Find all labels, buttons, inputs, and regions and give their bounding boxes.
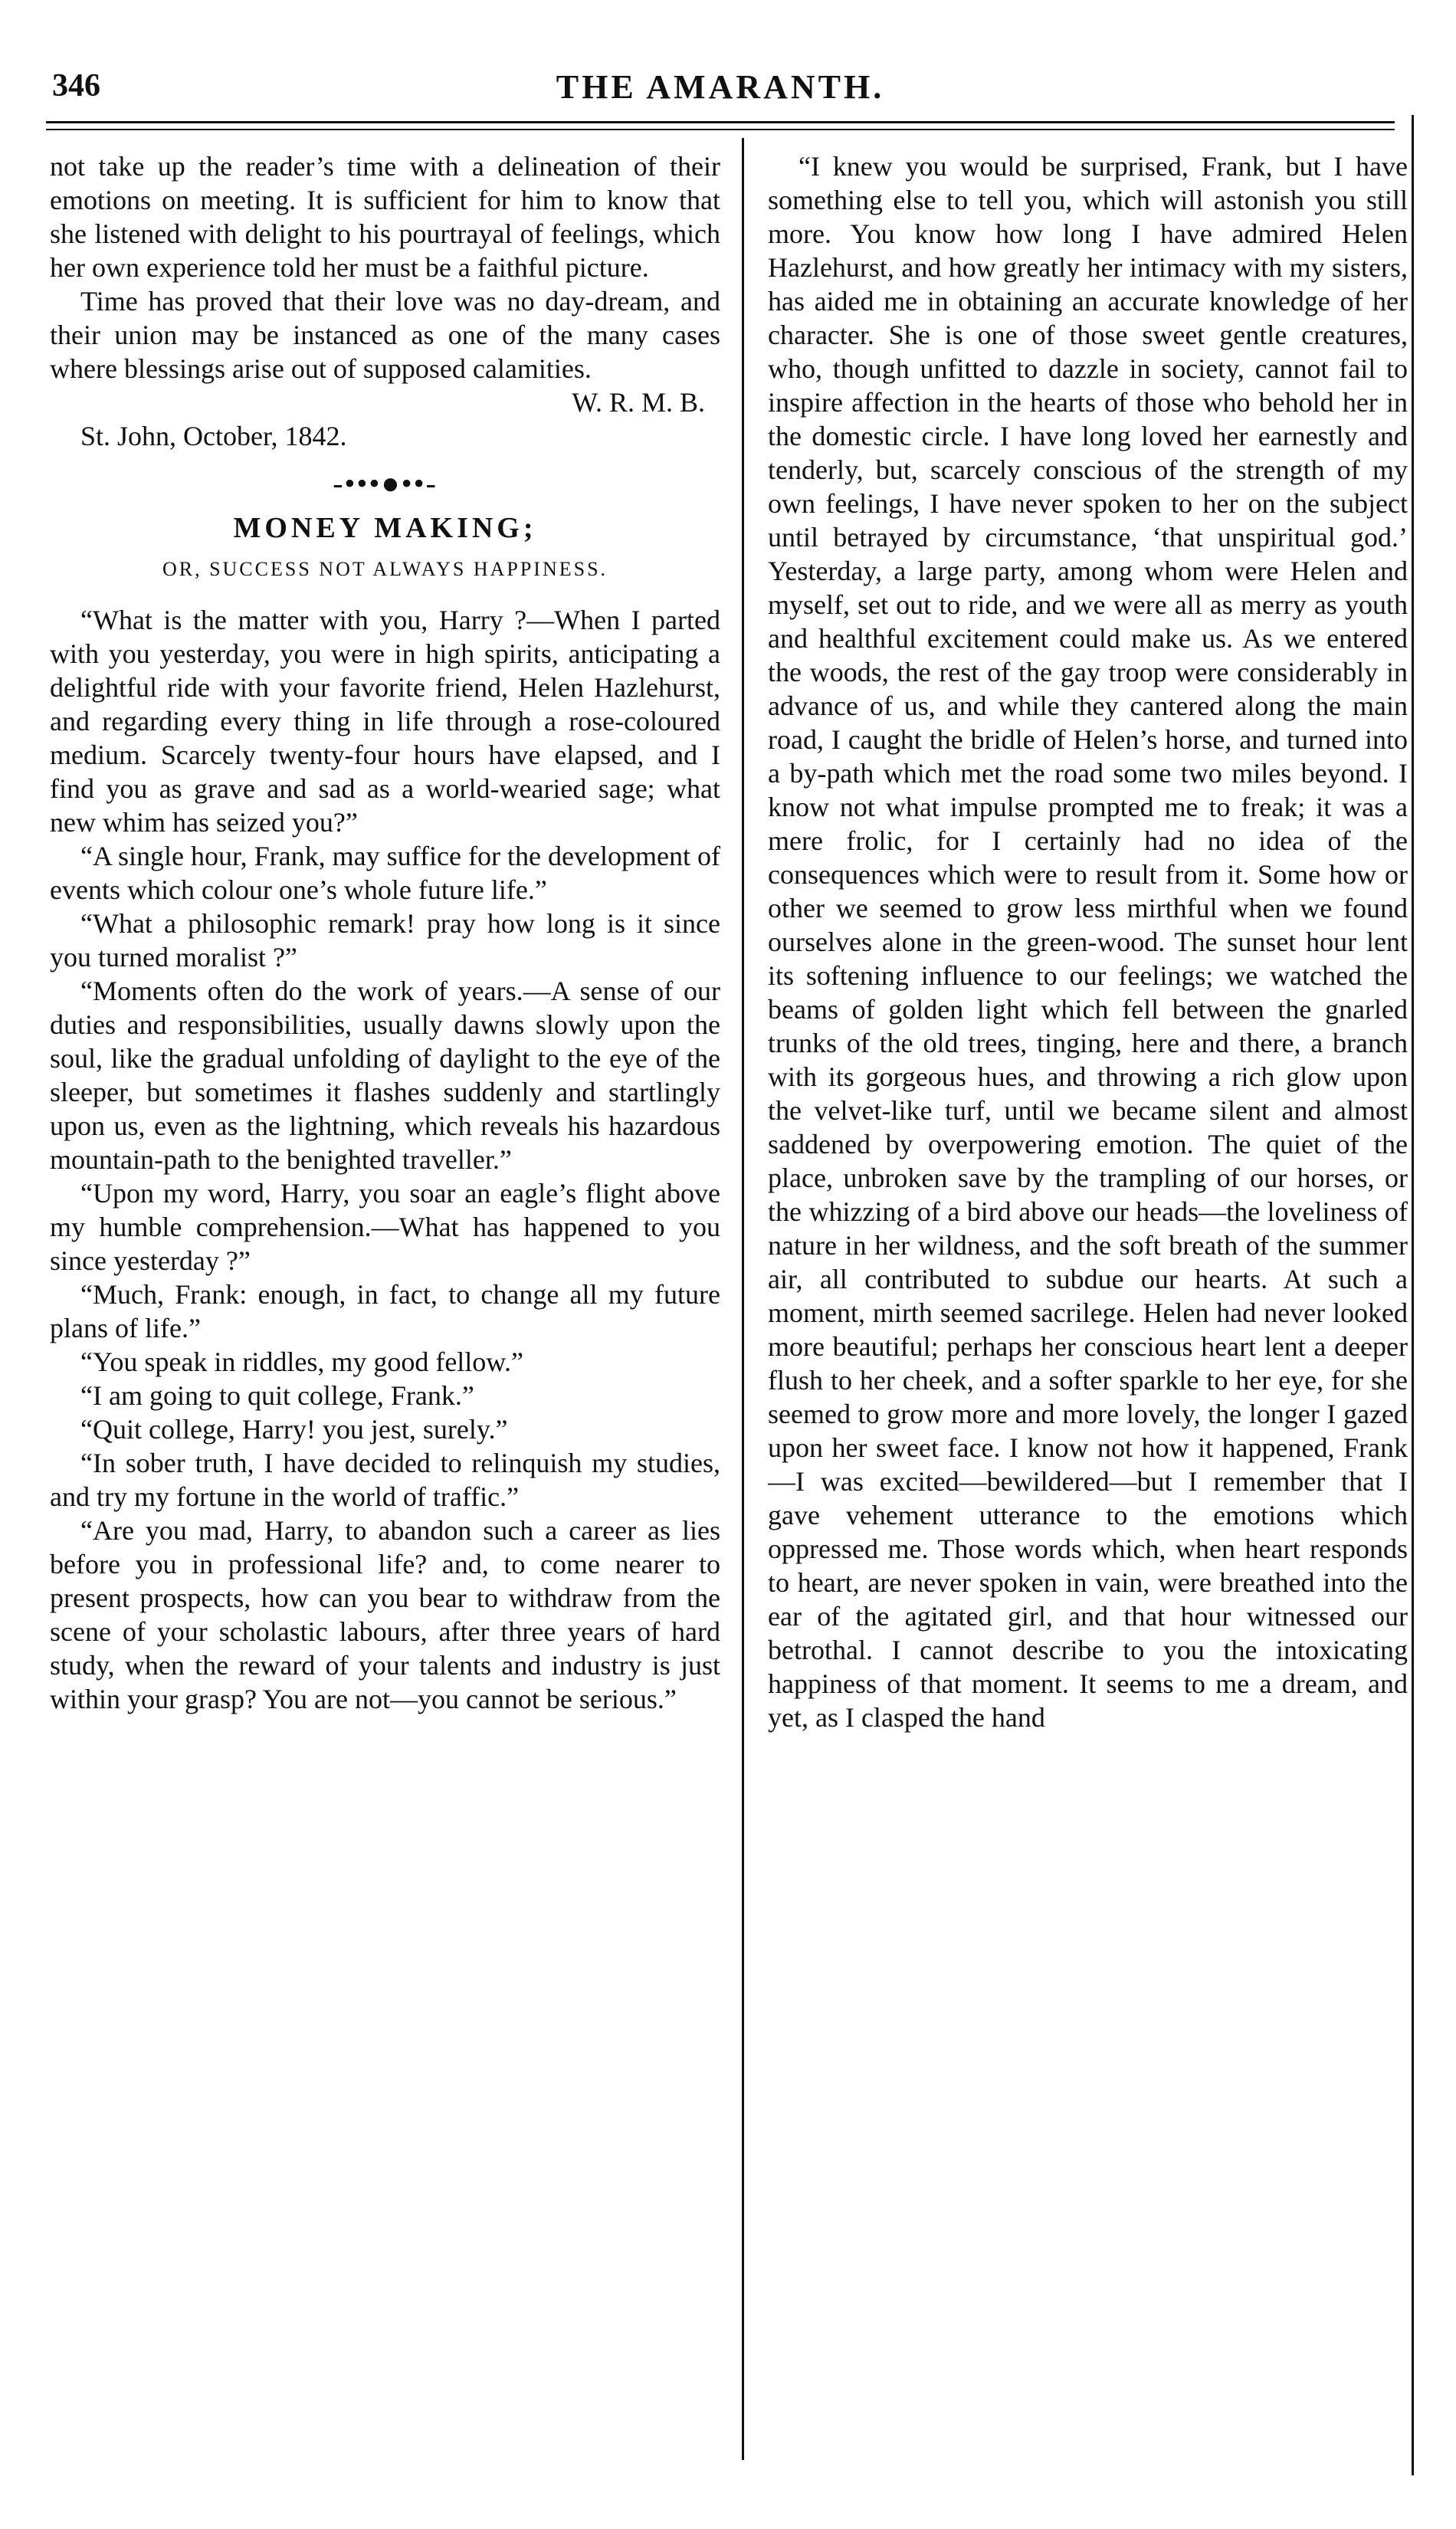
page-header	[46, 67, 1395, 113]
paragraph: “What is the matter with you, Harry ?—When I parted with you yesterday, you were in high spirits, anticipating a delightful ride with your favorite friend, Helen Hazlehurst, and regarding every thing in life through a rose-coloured medium. Scarcely twenty-four hours have elapsed, and I find you as grave and sad as a world-wearied sage; what new whim has seized you?”	[50, 605, 720, 838]
right-column	[768, 149, 1408, 2449]
paragraph: Time has proved that their love was no day-dream, and their union may be instanced as one of the many cases where blessings arise out of supposed calamities.	[50, 286, 720, 384]
left-column	[50, 149, 720, 1716]
header-rule	[46, 121, 1395, 123]
paragraph: “You speak in riddles, my good fellow.”	[80, 1347, 523, 1377]
ornament-divider: -•••●••-	[333, 466, 438, 500]
paragraph: “A single hour, Frank, may suffice for the development of events which colour one’s whole future life.”	[50, 841, 720, 905]
place-date: St. John, October, 1842.	[80, 421, 347, 451]
paragraph: “I am going to quit college, Frank.”	[80, 1380, 474, 1411]
paragraph: “Moments often do the work of years.—A sense of our duties and responsibilities, usually dawns slowly upon the soul, like the gradual unfolding of daylight to the eye of the sleeper, but sometimes it flashes suddenly and startlingly upon us, even as the lightning, which reveals his hazardous mountain-path to the benighted traveller.”	[50, 976, 720, 1175]
paragraph: “I knew you would be surprised, Frank, but I have something else to tell you, which will astonish you still more. You know how long I have admired Helen Hazlehurst, and how greatly her intimacy with my sisters, has aided me in obtaining an accurate knowledge of her character. She is one of those sweet gentle creatures, who, though unfitted to dazzle in society, cannot fail to inspire affection in the hearts of those who behold her in the domestic circle. I have long loved her earnestly and tenderly, but, scarcely conscious of the strength of my own feelings, I have never spoken to her on the subject until betrayed by circumstance, ‘that unspiritual god.’ Yesterday, a large party, among whom were Helen and myself, set out to ride, and we were all as merry as youth and healthful excitement could make us. As we entered the woods, the rest of the gay troop were considerably in advance of us, and while they cantered along the main road, I caught the bridle of Helen’s horse, and turned into a by-path which met the road some two miles beyond. I know not what impulse prompted me to freak; it was a mere frolic, for I certainly had no idea of the consequences which were to result from it. Some how or other we seemed to grow less mirthful when we found ourselves alone in the green-wood. The sunset hour lent its softening influence to our feelings; we watched the beams of golden light which fell between the gnarled trunks of the old trees, tinging, here and there, a branch with its gorgeous hues, and throwing a rich glow upon the velvet-like turf, until we became silent and almost saddened by overpowering emotion. The quiet of the place, unbroken save by the trampling of our horses, or the whizzing of a bird above our heads—the loveliness of nature in her wildness, and the soft breath of the summer air, all contributed to subdue our hearts. At such a moment, mirth seemed sacrilege. Helen had never looked more beautiful; perhaps her conscious heart lent a deeper flush to her cheek, and a softer sparkle to her eye, for she seemed to grow more and more lovely, the longer I gazed upon her sweet face. I know not how it happened, Frank—I was excited—bewildered—but I remember that I gave vehement utterance to the emotions which oppressed me. Those words which, when heart responds to heart, are never spoken in vain, were breathed into the ear of the agitated girl, and that hour witnessed our betrothal. I cannot describe to you the intoxicating happiness of that moment. It seems to me a dream, and yet, as I clasped the hand	[768, 151, 1408, 1733]
story-title: MONEY MAKING;	[233, 512, 537, 544]
right-edge-rule	[1412, 115, 1414, 2475]
header-rule-thin	[46, 129, 1395, 130]
paragraph: “In sober truth, I have decided to relinquish my studies, and try my fortune in the world of traffic.”	[50, 1448, 720, 1512]
paragraph: “Are you mad, Harry, to abandon such a career as lies before you in professional life? and, to come nearer to present prospects, how can you bear to withdraw from the scene of your scholastic labours, after three years of hard study, when the reward of your talents and industry is just within your grasp? You are not—you cannot be serious.”	[50, 1515, 720, 1714]
page-number: 346	[52, 68, 100, 103]
running-title: THE AMARANTH.	[556, 68, 885, 106]
paragraph: not take up the reader’s time with a delineation of their emotions on meeting. It is sufficient for him to know that she listened with delight to his pourtrayal of feelings, which her own experience told her must be a faithful picture.	[50, 151, 720, 283]
paragraph: “Much, Frank: enough, in fact, to change all my future plans of life.”	[50, 1279, 720, 1343]
story-subtitle: OR, SUCCESS NOT ALWAYS HAPPINESS.	[162, 558, 608, 580]
paragraph: “Quit college, Harry! you jest, surely.”	[80, 1414, 508, 1445]
author-signature: W. R. M. B.	[572, 387, 705, 418]
paragraph: “What a philosophic remark! pray how long is it since you turned moralist ?”	[50, 908, 720, 973]
paragraph: “Upon my word, Harry, you soar an eagle’s flight above my humble comprehension.—What has happened to you since yesterday ?”	[50, 1178, 720, 1276]
column-divider	[742, 138, 744, 2460]
